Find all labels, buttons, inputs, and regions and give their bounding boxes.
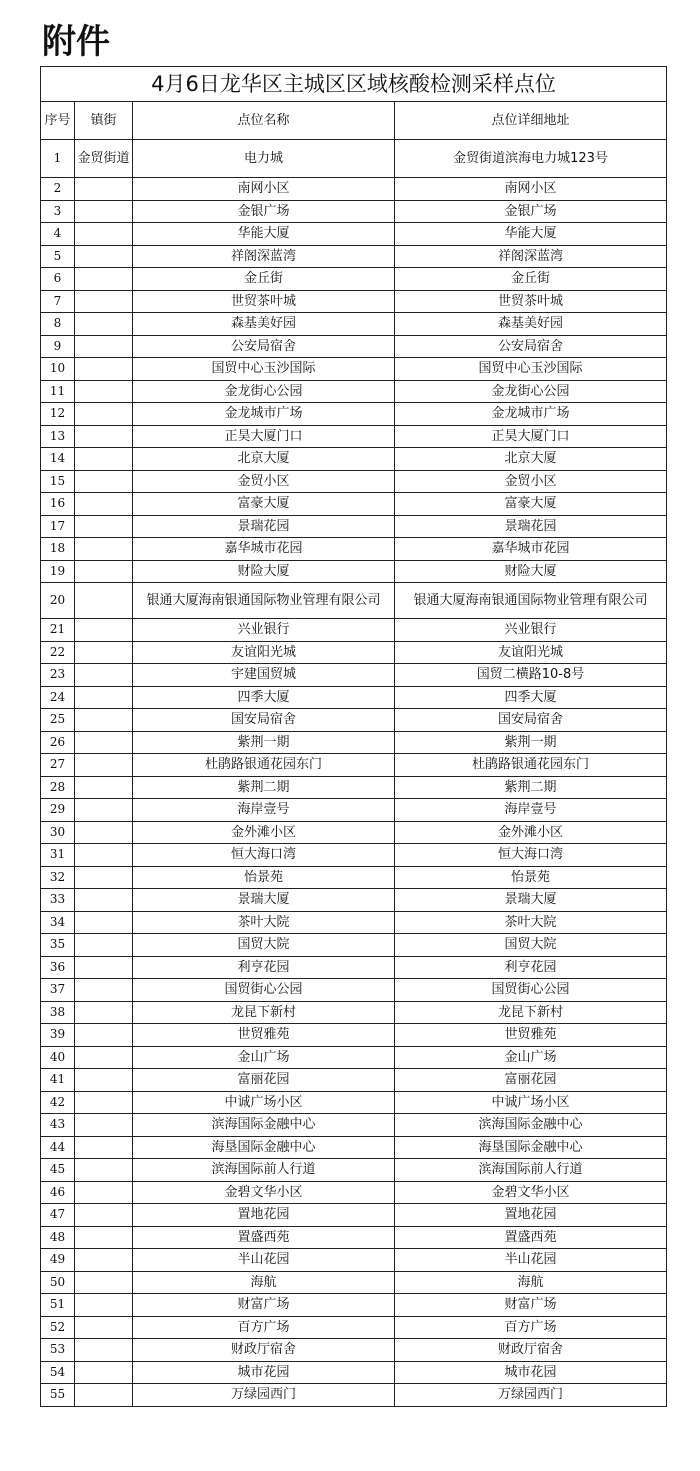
cell-seq: 3: [41, 200, 75, 223]
cell-name: 中诚广场小区: [133, 1091, 395, 1114]
cell-town: [75, 979, 133, 1002]
table-row: [41, 1271, 667, 1294]
cell-address: 兴业银行: [395, 619, 667, 642]
cell-name: 海岸壹号: [133, 799, 395, 822]
cell-town: [75, 1249, 133, 1272]
cell-town: [75, 1114, 133, 1137]
cell-seq: 37: [41, 979, 75, 1002]
table-row: [41, 1001, 667, 1024]
cell-town: [75, 538, 133, 561]
cell-name: 恒大海口湾: [133, 844, 395, 867]
cell-seq: 26: [41, 731, 75, 754]
cell-name: 祥阁深蓝湾: [133, 245, 395, 268]
table-row: [41, 619, 667, 642]
cell-town: [75, 448, 133, 471]
cell-name: 宇建国贸城: [133, 664, 395, 687]
cell-name: 财政厅宿舍: [133, 1339, 395, 1362]
cell-name: 国贸中心玉沙国际: [133, 358, 395, 381]
table-row: [41, 686, 667, 709]
cell-name: 正昊大厦门口: [133, 425, 395, 448]
cell-address: 金龙街心公园: [395, 380, 667, 403]
cell-town: [75, 1271, 133, 1294]
cell-address: 恒大海口湾: [395, 844, 667, 867]
cell-town: [75, 956, 133, 979]
table-row: [41, 844, 667, 867]
cell-seq: 54: [41, 1361, 75, 1384]
cell-town: [75, 754, 133, 777]
cell-town: [75, 583, 133, 619]
cell-seq: 12: [41, 403, 75, 426]
cell-seq: 51: [41, 1294, 75, 1317]
cell-seq: 20: [41, 583, 75, 619]
cell-address: 百方广场: [395, 1316, 667, 1339]
cell-name: 兴业银行: [133, 619, 395, 642]
cell-name: 国安局宿舍: [133, 709, 395, 732]
cell-name: 国贸大院: [133, 934, 395, 957]
cell-address: 正昊大厦门口: [395, 425, 667, 448]
table-row: [41, 425, 667, 448]
cell-address: 置地花园: [395, 1204, 667, 1227]
cell-name: 万绿园西门: [133, 1384, 395, 1407]
cell-name: 富豪大厦: [133, 493, 395, 516]
cell-town: [75, 709, 133, 732]
table-row: [41, 1024, 667, 1047]
cell-town: [75, 178, 133, 201]
table-row: [41, 268, 667, 291]
table-row: [41, 934, 667, 957]
cell-seq: 44: [41, 1136, 75, 1159]
table-row: [41, 223, 667, 246]
cell-address: 财政厅宿舍: [395, 1339, 667, 1362]
cell-name: 银通大厦海南银通国际物业管理有限公司: [133, 583, 395, 619]
sampling-sites-table: [40, 66, 667, 1407]
cell-name: 怡景苑: [133, 866, 395, 889]
table-row: [41, 664, 667, 687]
cell-seq: 17: [41, 515, 75, 538]
cell-address: 南网小区: [395, 178, 667, 201]
cell-name: 置地花园: [133, 1204, 395, 1227]
table-row: [41, 641, 667, 664]
cell-town: [75, 1181, 133, 1204]
cell-town: [75, 1316, 133, 1339]
cell-name: 龙昆下新村: [133, 1001, 395, 1024]
cell-seq: 27: [41, 754, 75, 777]
cell-town: [75, 866, 133, 889]
cell-address: 国贸街心公园: [395, 979, 667, 1002]
cell-town: [75, 268, 133, 291]
cell-address: 富豪大厦: [395, 493, 667, 516]
cell-name: 百方广场: [133, 1316, 395, 1339]
cell-town: [75, 560, 133, 583]
cell-seq: 48: [41, 1226, 75, 1249]
cell-name: 世贸茶叶城: [133, 290, 395, 313]
table-row: [41, 140, 667, 178]
cell-town: [75, 641, 133, 664]
cell-name: 海航: [133, 1271, 395, 1294]
cell-name: 景瑞大厦: [133, 889, 395, 912]
cell-address: 万绿园西门: [395, 1384, 667, 1407]
cell-name: 金龙城市广场: [133, 403, 395, 426]
cell-seq: 25: [41, 709, 75, 732]
cell-address: 国贸二横路10-8号: [395, 664, 667, 687]
cell-seq: 15: [41, 470, 75, 493]
cell-town: [75, 493, 133, 516]
cell-name: 城市花园: [133, 1361, 395, 1384]
table-row: [41, 709, 667, 732]
cell-seq: 10: [41, 358, 75, 381]
cell-seq: 28: [41, 776, 75, 799]
cell-seq: 35: [41, 934, 75, 957]
cell-town: [75, 844, 133, 867]
table-row: [41, 1091, 667, 1114]
cell-seq: 55: [41, 1384, 75, 1407]
table-row: [41, 1069, 667, 1092]
cell-town: [75, 889, 133, 912]
cell-name: 世贸雅苑: [133, 1024, 395, 1047]
table-row: [41, 1046, 667, 1069]
cell-seq: 18: [41, 538, 75, 561]
table-row: [41, 911, 667, 934]
table-row: [41, 1339, 667, 1362]
cell-name: 茶叶大院: [133, 911, 395, 934]
cell-seq: 38: [41, 1001, 75, 1024]
table-row: [41, 1159, 667, 1182]
cell-seq: 11: [41, 380, 75, 403]
cell-town: [75, 1294, 133, 1317]
table-row: [41, 178, 667, 201]
cell-address: 祥阁深蓝湾: [395, 245, 667, 268]
cell-seq: 47: [41, 1204, 75, 1227]
cell-address: 半山花园: [395, 1249, 667, 1272]
cell-name: 嘉华城市花园: [133, 538, 395, 561]
header-address: 点位详细地址: [395, 102, 667, 140]
cell-address: 紫荆一期: [395, 731, 667, 754]
cell-name: 半山花园: [133, 1249, 395, 1272]
cell-name: 滨海国际前人行道: [133, 1159, 395, 1182]
cell-town: [75, 1226, 133, 1249]
cell-address: 四季大厦: [395, 686, 667, 709]
cell-address: 世贸茶叶城: [395, 290, 667, 313]
table-row: [41, 538, 667, 561]
cell-address: 海岸壹号: [395, 799, 667, 822]
cell-name: 公安局宿舍: [133, 335, 395, 358]
table-row: [41, 380, 667, 403]
cell-seq: 5: [41, 245, 75, 268]
cell-seq: 22: [41, 641, 75, 664]
cell-seq: 29: [41, 799, 75, 822]
cell-address: 中诚广场小区: [395, 1091, 667, 1114]
cell-town: [75, 664, 133, 687]
table-row: [41, 493, 667, 516]
table-row: [41, 889, 667, 912]
table-row: [41, 1181, 667, 1204]
table-row: [41, 1316, 667, 1339]
cell-town: [75, 470, 133, 493]
cell-address: 金碧文华小区: [395, 1181, 667, 1204]
cell-town: [75, 1091, 133, 1114]
cell-name: 华能大厦: [133, 223, 395, 246]
cell-address: 景瑞花园: [395, 515, 667, 538]
table-row: [41, 335, 667, 358]
cell-seq: 23: [41, 664, 75, 687]
cell-name: 森基美好园: [133, 313, 395, 336]
cell-address: 置盛西苑: [395, 1226, 667, 1249]
table-row: [41, 1114, 667, 1137]
cell-address: 公安局宿舍: [395, 335, 667, 358]
table-row: [41, 956, 667, 979]
cell-name: 金银广场: [133, 200, 395, 223]
cell-town: [75, 1136, 133, 1159]
cell-name: 杜鹃路银通花园东门: [133, 754, 395, 777]
cell-name: 置盛西苑: [133, 1226, 395, 1249]
cell-seq: 31: [41, 844, 75, 867]
cell-name: 金龙街心公园: [133, 380, 395, 403]
table-row: [41, 1249, 667, 1272]
cell-address: 金龙城市广场: [395, 403, 667, 426]
table-row: [41, 1294, 667, 1317]
cell-town: [75, 1069, 133, 1092]
cell-town: [75, 911, 133, 934]
cell-name: 利亨花园: [133, 956, 395, 979]
table-row: [41, 979, 667, 1002]
cell-town: [75, 200, 133, 223]
cell-town: [75, 1046, 133, 1069]
table-row: [41, 1204, 667, 1227]
cell-town: [75, 380, 133, 403]
cell-town: [75, 799, 133, 822]
cell-seq: 6: [41, 268, 75, 291]
table-row: [41, 731, 667, 754]
cell-seq: 53: [41, 1339, 75, 1362]
cell-name: 财富广场: [133, 1294, 395, 1317]
cell-seq: 30: [41, 821, 75, 844]
cell-seq: 49: [41, 1249, 75, 1272]
header-seq: 序号: [41, 102, 75, 140]
cell-seq: 34: [41, 911, 75, 934]
cell-town: [75, 313, 133, 336]
table-row: [41, 1136, 667, 1159]
cell-address: 财险大厦: [395, 560, 667, 583]
cell-name: 四季大厦: [133, 686, 395, 709]
cell-seq: 13: [41, 425, 75, 448]
cell-address: 友谊阳光城: [395, 641, 667, 664]
cell-seq: 1: [41, 140, 75, 178]
table-row: [41, 866, 667, 889]
cell-name: 国贸街心公园: [133, 979, 395, 1002]
cell-name: 金外滩小区: [133, 821, 395, 844]
attachment-heading: 附件: [42, 22, 110, 62]
cell-town: [75, 245, 133, 268]
cell-address: 龙昆下新村: [395, 1001, 667, 1024]
cell-address: 富丽花园: [395, 1069, 667, 1092]
table-row: [41, 754, 667, 777]
header-town: 镇街: [75, 102, 133, 140]
table-row: [41, 200, 667, 223]
cell-seq: 19: [41, 560, 75, 583]
cell-seq: 41: [41, 1069, 75, 1092]
cell-town: [75, 335, 133, 358]
table-row: [41, 245, 667, 268]
cell-town: [75, 1384, 133, 1407]
cell-seq: 43: [41, 1114, 75, 1137]
cell-seq: 2: [41, 178, 75, 201]
cell-seq: 50: [41, 1271, 75, 1294]
cell-name: 金碧文华小区: [133, 1181, 395, 1204]
cell-name: 电力城: [133, 140, 395, 178]
cell-address: 滨海国际前人行道: [395, 1159, 667, 1182]
cell-town: [75, 619, 133, 642]
cell-address: 金贸小区: [395, 470, 667, 493]
cell-town: [75, 1339, 133, 1362]
table-row: [41, 560, 667, 583]
cell-seq: 45: [41, 1159, 75, 1182]
cell-seq: 42: [41, 1091, 75, 1114]
cell-name: 金贸小区: [133, 470, 395, 493]
cell-address: 城市花园: [395, 1361, 667, 1384]
cell-address: 景瑞大厦: [395, 889, 667, 912]
cell-name: 海垦国际金融中心: [133, 1136, 395, 1159]
cell-address: 财富广场: [395, 1294, 667, 1317]
table-row: [41, 313, 667, 336]
cell-town: [75, 1361, 133, 1384]
cell-seq: 36: [41, 956, 75, 979]
cell-name: 富丽花园: [133, 1069, 395, 1092]
cell-town: [75, 1159, 133, 1182]
cell-name: 金山广场: [133, 1046, 395, 1069]
cell-town: [75, 1001, 133, 1024]
cell-address: 金银广场: [395, 200, 667, 223]
cell-seq: 14: [41, 448, 75, 471]
cell-address: 国安局宿舍: [395, 709, 667, 732]
cell-seq: 33: [41, 889, 75, 912]
table-row: [41, 821, 667, 844]
cell-town: 金贸街道: [75, 140, 133, 178]
table-row: [41, 403, 667, 426]
cell-seq: 32: [41, 866, 75, 889]
cell-seq: 52: [41, 1316, 75, 1339]
cell-address: 紫荆二期: [395, 776, 667, 799]
cell-name: 金丘街: [133, 268, 395, 291]
cell-seq: 9: [41, 335, 75, 358]
cell-town: [75, 1204, 133, 1227]
cell-seq: 21: [41, 619, 75, 642]
cell-town: [75, 403, 133, 426]
cell-address: 怡景苑: [395, 866, 667, 889]
cell-town: [75, 731, 133, 754]
cell-address: 金外滩小区: [395, 821, 667, 844]
cell-address: 国贸大院: [395, 934, 667, 957]
table-row: [41, 358, 667, 381]
cell-town: [75, 290, 133, 313]
cell-town: [75, 223, 133, 246]
cell-town: [75, 515, 133, 538]
cell-address: 海航: [395, 1271, 667, 1294]
cell-address: 世贸雅苑: [395, 1024, 667, 1047]
cell-address: 利亨花园: [395, 956, 667, 979]
cell-address: 森基美好园: [395, 313, 667, 336]
cell-town: [75, 934, 133, 957]
cell-address: 金贸街道滨海电力城123号: [395, 140, 667, 178]
table-row: [41, 515, 667, 538]
cell-address: 金山广场: [395, 1046, 667, 1069]
cell-town: [75, 358, 133, 381]
cell-address: 杜鹃路银通花园东门: [395, 754, 667, 777]
cell-seq: 24: [41, 686, 75, 709]
cell-name: 紫荆一期: [133, 731, 395, 754]
cell-seq: 8: [41, 313, 75, 336]
cell-town: [75, 776, 133, 799]
table-row: [41, 776, 667, 799]
table-row: [41, 448, 667, 471]
cell-address: 海垦国际金融中心: [395, 1136, 667, 1159]
table-row: [41, 583, 667, 619]
cell-seq: 40: [41, 1046, 75, 1069]
cell-name: 景瑞花园: [133, 515, 395, 538]
cell-name: 友谊阳光城: [133, 641, 395, 664]
cell-town: [75, 1024, 133, 1047]
cell-town: [75, 425, 133, 448]
cell-address: 滨海国际金融中心: [395, 1114, 667, 1137]
cell-name: 紫荆二期: [133, 776, 395, 799]
cell-address: 华能大厦: [395, 223, 667, 246]
cell-town: [75, 821, 133, 844]
cell-name: 财险大厦: [133, 560, 395, 583]
cell-seq: 46: [41, 1181, 75, 1204]
cell-town: [75, 686, 133, 709]
table-row: [41, 1226, 667, 1249]
table-row: [41, 799, 667, 822]
cell-address: 金丘街: [395, 268, 667, 291]
cell-address: 茶叶大院: [395, 911, 667, 934]
cell-address: 北京大厦: [395, 448, 667, 471]
cell-seq: 16: [41, 493, 75, 516]
sampling-sites-table-container: [40, 66, 666, 1407]
table-header-row: [41, 102, 667, 140]
cell-name: 滨海国际金融中心: [133, 1114, 395, 1137]
table-row: [41, 1384, 667, 1407]
cell-address: 银通大厦海南银通国际物业管理有限公司: [395, 583, 667, 619]
cell-address: 嘉华城市花园: [395, 538, 667, 561]
table-row: [41, 1361, 667, 1384]
header-name: 点位名称: [133, 102, 395, 140]
cell-seq: 4: [41, 223, 75, 246]
table-row: [41, 290, 667, 313]
cell-address: 国贸中心玉沙国际: [395, 358, 667, 381]
cell-seq: 39: [41, 1024, 75, 1047]
cell-seq: 7: [41, 290, 75, 313]
table-title: 4月6日龙华区主城区区域核酸检测采样点位: [41, 67, 667, 102]
cell-name: 北京大厦: [133, 448, 395, 471]
table-row: [41, 470, 667, 493]
cell-name: 南网小区: [133, 178, 395, 201]
